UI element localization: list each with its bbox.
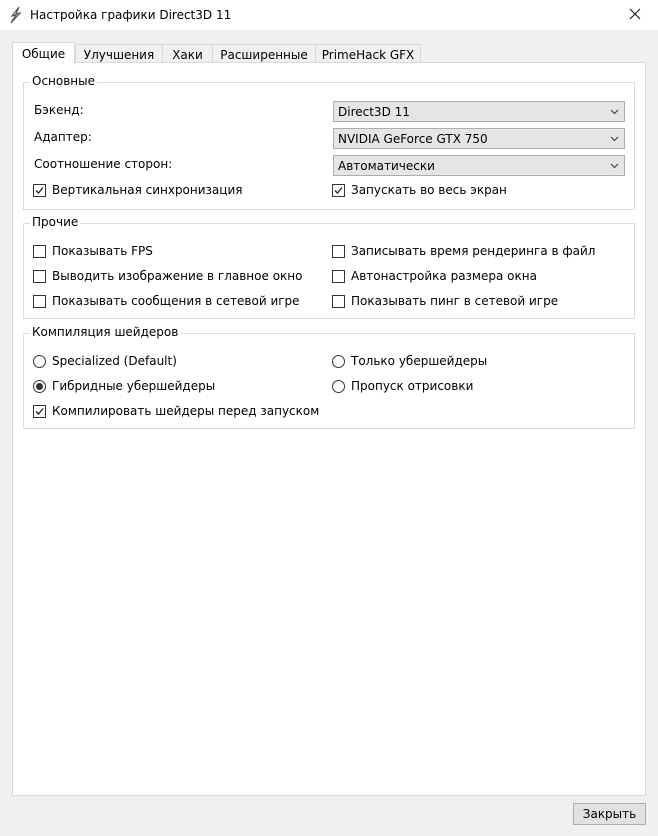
aspect-ratio-label: Соотношение сторон:	[34, 157, 173, 171]
netplay-ping-label: Показывать пинг в сетевой игре	[351, 294, 559, 308]
aspect-ratio-value: Автоматически	[338, 159, 435, 173]
adapter-value: NVIDIA GeForce GTX 750	[338, 132, 488, 146]
show-fps-checkbox[interactable]	[33, 244, 153, 258]
checkbox-unchecked	[33, 295, 46, 308]
backend-select[interactable]	[333, 101, 625, 122]
radio-specialized[interactable]	[33, 354, 177, 368]
fullscreen-label: Запускать во весь экран	[351, 183, 507, 197]
radio-specialized-label: Specialized (Default)	[52, 354, 177, 368]
render-main-window-checkbox[interactable]	[33, 269, 302, 283]
radio-hybrid-ubershaders-label: Гибридные убершейдеры	[52, 379, 216, 393]
chevron-down-icon	[609, 160, 620, 171]
adapter-select[interactable]	[333, 128, 625, 149]
render-main-window-label: Выводить изображение в главное окно	[52, 269, 303, 283]
radio-unselected	[33, 355, 46, 368]
log-render-time-checkbox[interactable]	[332, 244, 595, 258]
group-shader-compilation-title: Компиляция шейдеров	[32, 325, 179, 339]
log-render-time-label: Записывать время рендеринга в файл	[351, 244, 596, 258]
tab-panel-general	[12, 62, 646, 796]
radio-unselected	[332, 380, 345, 393]
checkbox-checked	[33, 184, 46, 197]
radio-hybrid-ubershaders[interactable]	[33, 379, 215, 393]
dolphin-app-icon	[8, 6, 24, 24]
group-basic	[23, 74, 635, 210]
show-fps-label: Показывать FPS	[52, 244, 153, 258]
netplay-messages-label: Показывать сообщения в сетевой игре	[52, 294, 300, 308]
chevron-down-icon	[609, 133, 620, 144]
precompile-shaders-label: Компилировать шейдеры перед запуском	[52, 404, 320, 418]
aspect-ratio-select[interactable]	[333, 155, 625, 176]
checkbox-unchecked	[33, 270, 46, 283]
checkbox-unchecked	[332, 270, 345, 283]
checkbox-unchecked	[332, 245, 345, 258]
radio-skip-drawing[interactable]	[332, 379, 473, 393]
backend-label: Бэкенд:	[34, 103, 84, 117]
auto-window-size-checkbox[interactable]	[332, 269, 537, 283]
tab-general[interactable]: Общие	[12, 42, 75, 65]
tab-advanced[interactable]: Расширенные	[212, 44, 316, 64]
radio-ubershaders-only-label: Только убершейдеры	[351, 354, 488, 368]
close-dialog-button[interactable]: Закрыть	[573, 803, 646, 825]
checkbox-unchecked	[33, 245, 46, 258]
title-bar	[0, 0, 658, 30]
window-title: Настройка графики Direct3D 11	[30, 8, 232, 22]
checkbox-unchecked	[332, 295, 345, 308]
precompile-shaders-checkbox[interactable]	[33, 404, 319, 418]
fullscreen-checkbox[interactable]	[332, 183, 507, 197]
radio-selected	[33, 380, 46, 393]
vsync-checkbox[interactable]	[33, 183, 242, 197]
group-basic-title: Основные	[32, 74, 96, 88]
checkbox-checked	[332, 184, 345, 197]
backend-value: Direct3D 11	[338, 105, 410, 119]
tab-hacks[interactable]: Хаки	[162, 44, 213, 64]
tab-enhancements[interactable]: Улучшения	[75, 44, 163, 64]
netplay-ping-checkbox[interactable]	[332, 294, 558, 308]
tab-primehack-gfx[interactable]: PrimeHack GFX	[315, 44, 421, 64]
close-icon	[629, 8, 641, 23]
window-close-button[interactable]	[612, 0, 658, 30]
vsync-label: Вертикальная синхронизация	[52, 183, 243, 197]
group-shader-compilation	[23, 325, 635, 429]
auto-window-size-label: Автонастройка размера окна	[351, 269, 537, 283]
radio-ubershaders-only[interactable]	[332, 354, 487, 368]
radio-skip-drawing-label: Пропуск отрисовки	[351, 379, 474, 393]
checkbox-checked	[33, 405, 46, 418]
radio-unselected	[332, 355, 345, 368]
group-other	[23, 215, 635, 319]
adapter-label: Адаптер:	[34, 130, 92, 144]
group-other-title: Прочие	[32, 215, 79, 229]
netplay-messages-checkbox[interactable]	[33, 294, 300, 308]
chevron-down-icon	[609, 106, 620, 117]
